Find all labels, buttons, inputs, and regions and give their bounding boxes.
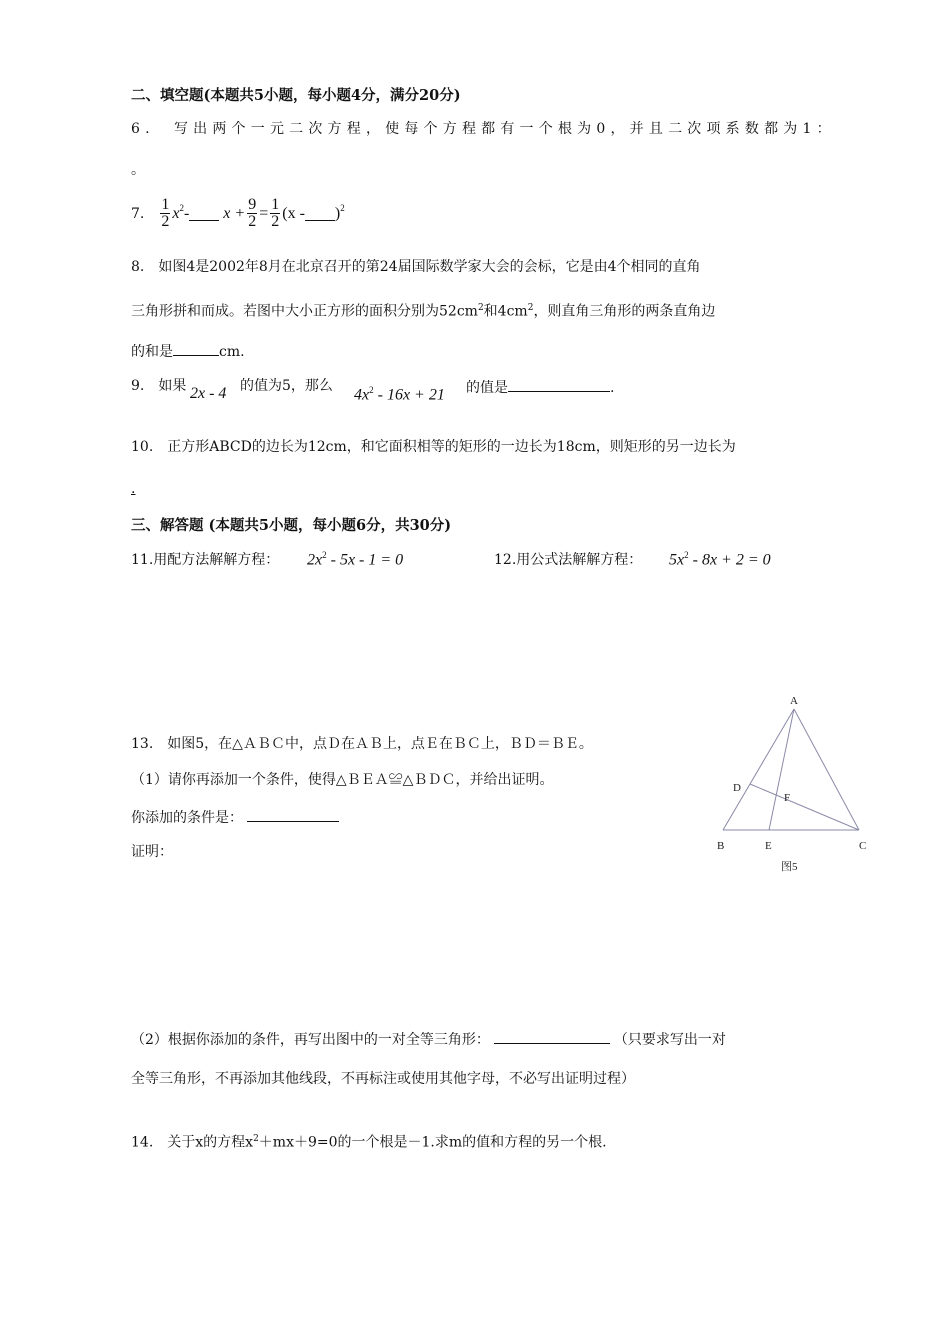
blank-q7-2[interactable] [305,206,335,221]
section-3-heading: 三、解答题 (本题共5小题，每小题6分，共30分) [131,517,452,534]
question-10-answer-blank[interactable]: . [131,481,136,497]
question-12-equation: $5x^2 - 8x + 2 = 0$ [669,550,771,569]
blank-q13-condition[interactable] [247,807,339,822]
fraction-one-half: $\frac{1}{2}$ [161,196,170,230]
question-7-number: 7. [131,205,145,222]
label-E: E [765,840,772,852]
label-F: F [784,792,791,804]
label-C: C [859,840,867,852]
question-13-part-2: （2）根据你添加的条件，再写出图中的一对全等三角形： （只要求写出一对 [131,1029,726,1049]
segment-AE [769,709,794,830]
question-8-line-1: 8. 如图4是2002年8月在北京召开的第24届国际数学家大会的会标，它是由4个相同的直角 [131,259,701,275]
side-AC [794,709,859,830]
question-10-text: 10. 正方形ABCD的边长为12cm，和它面积相等的矩形的一边长为18cm，则矩形的另一边长为 [131,439,736,455]
question-8-line-3: 的和是 cm. [131,341,245,361]
figure-5-caption: 图5 [781,861,798,873]
question-12-text: 12.用公式法解解方程： [494,552,643,568]
fraction-nine-half: $\frac{9}{2}$ [248,196,257,230]
question-14-text: 14. 关于x的方程$x^2+mx+9=0$的一个根是－1.求m的值和方程的另一个根. [131,1134,607,1151]
question-8-line-2: 三角形拼和而成。若图中大小正方形的面积分别为$52cm^2$和$4cm^2$，则直角三角形的两条直角边 [131,303,716,320]
blank-q7-1[interactable] [189,206,219,221]
question-11-equation: $2x^2 - 5x - 1 = 0$ [307,550,404,569]
blank-q8[interactable] [173,341,219,356]
question-7: 7. $\frac{1}{2}$ x $^2$ - x + $\frac{9}{2}$ = $\frac{1}{2}$ (x - ) $^2$ [131,196,345,230]
question-6-text: 6. 写出两个一元二次方程，使每个方程都有一个根为0，并且二次项系数都为1： [131,121,836,137]
blank-q13-pair[interactable] [494,1029,610,1044]
question-13-part-2-continuation: 全等三角形，不再添加其他线段，不再标注或使用其他字母，不必写出证明过程） [131,1071,635,1087]
question-11-text: 11.用配方法解解方程： [131,552,280,568]
label-B: B [717,840,725,852]
question-9-middle: 的值为5，那么 [240,378,333,394]
segment-DC [750,784,859,830]
question-6-continuation: 。 [131,162,145,178]
question-9-suffix: 的值是 . [466,377,614,397]
side-AB [723,709,794,830]
section-2-heading: 二、填空题(本题共5小题，每小题4分，满分20分) [131,87,461,104]
label-A: A [790,695,798,707]
question-9-expression-2: $4x^2 - 16x + 21$ [354,385,445,404]
question-9-expression-1: 2x - 4 [190,385,227,402]
blank-q9[interactable] [508,377,610,392]
label-D: D [733,782,741,794]
question-9-prefix: 9. 如果 [131,378,187,394]
question-13-line-1: 13. 如图5，在△ＡＢＣ中，点Ｄ在ＡＢ上，点Ｅ在ＢＣ上，ＢＤ＝ＢＥ。 [131,736,593,752]
question-13-line-2: （1）请你再添加一个条件，使得△ＢＥＡ≌△ＢＤＣ，并给出证明。 [131,772,554,788]
figure-5-triangle [712,690,872,875]
question-13-proof-label: 证明： [131,844,173,860]
fraction-one-half-2: $\frac{1}{2}$ [271,196,280,230]
question-13-condition: 你添加的条件是： [131,807,339,827]
